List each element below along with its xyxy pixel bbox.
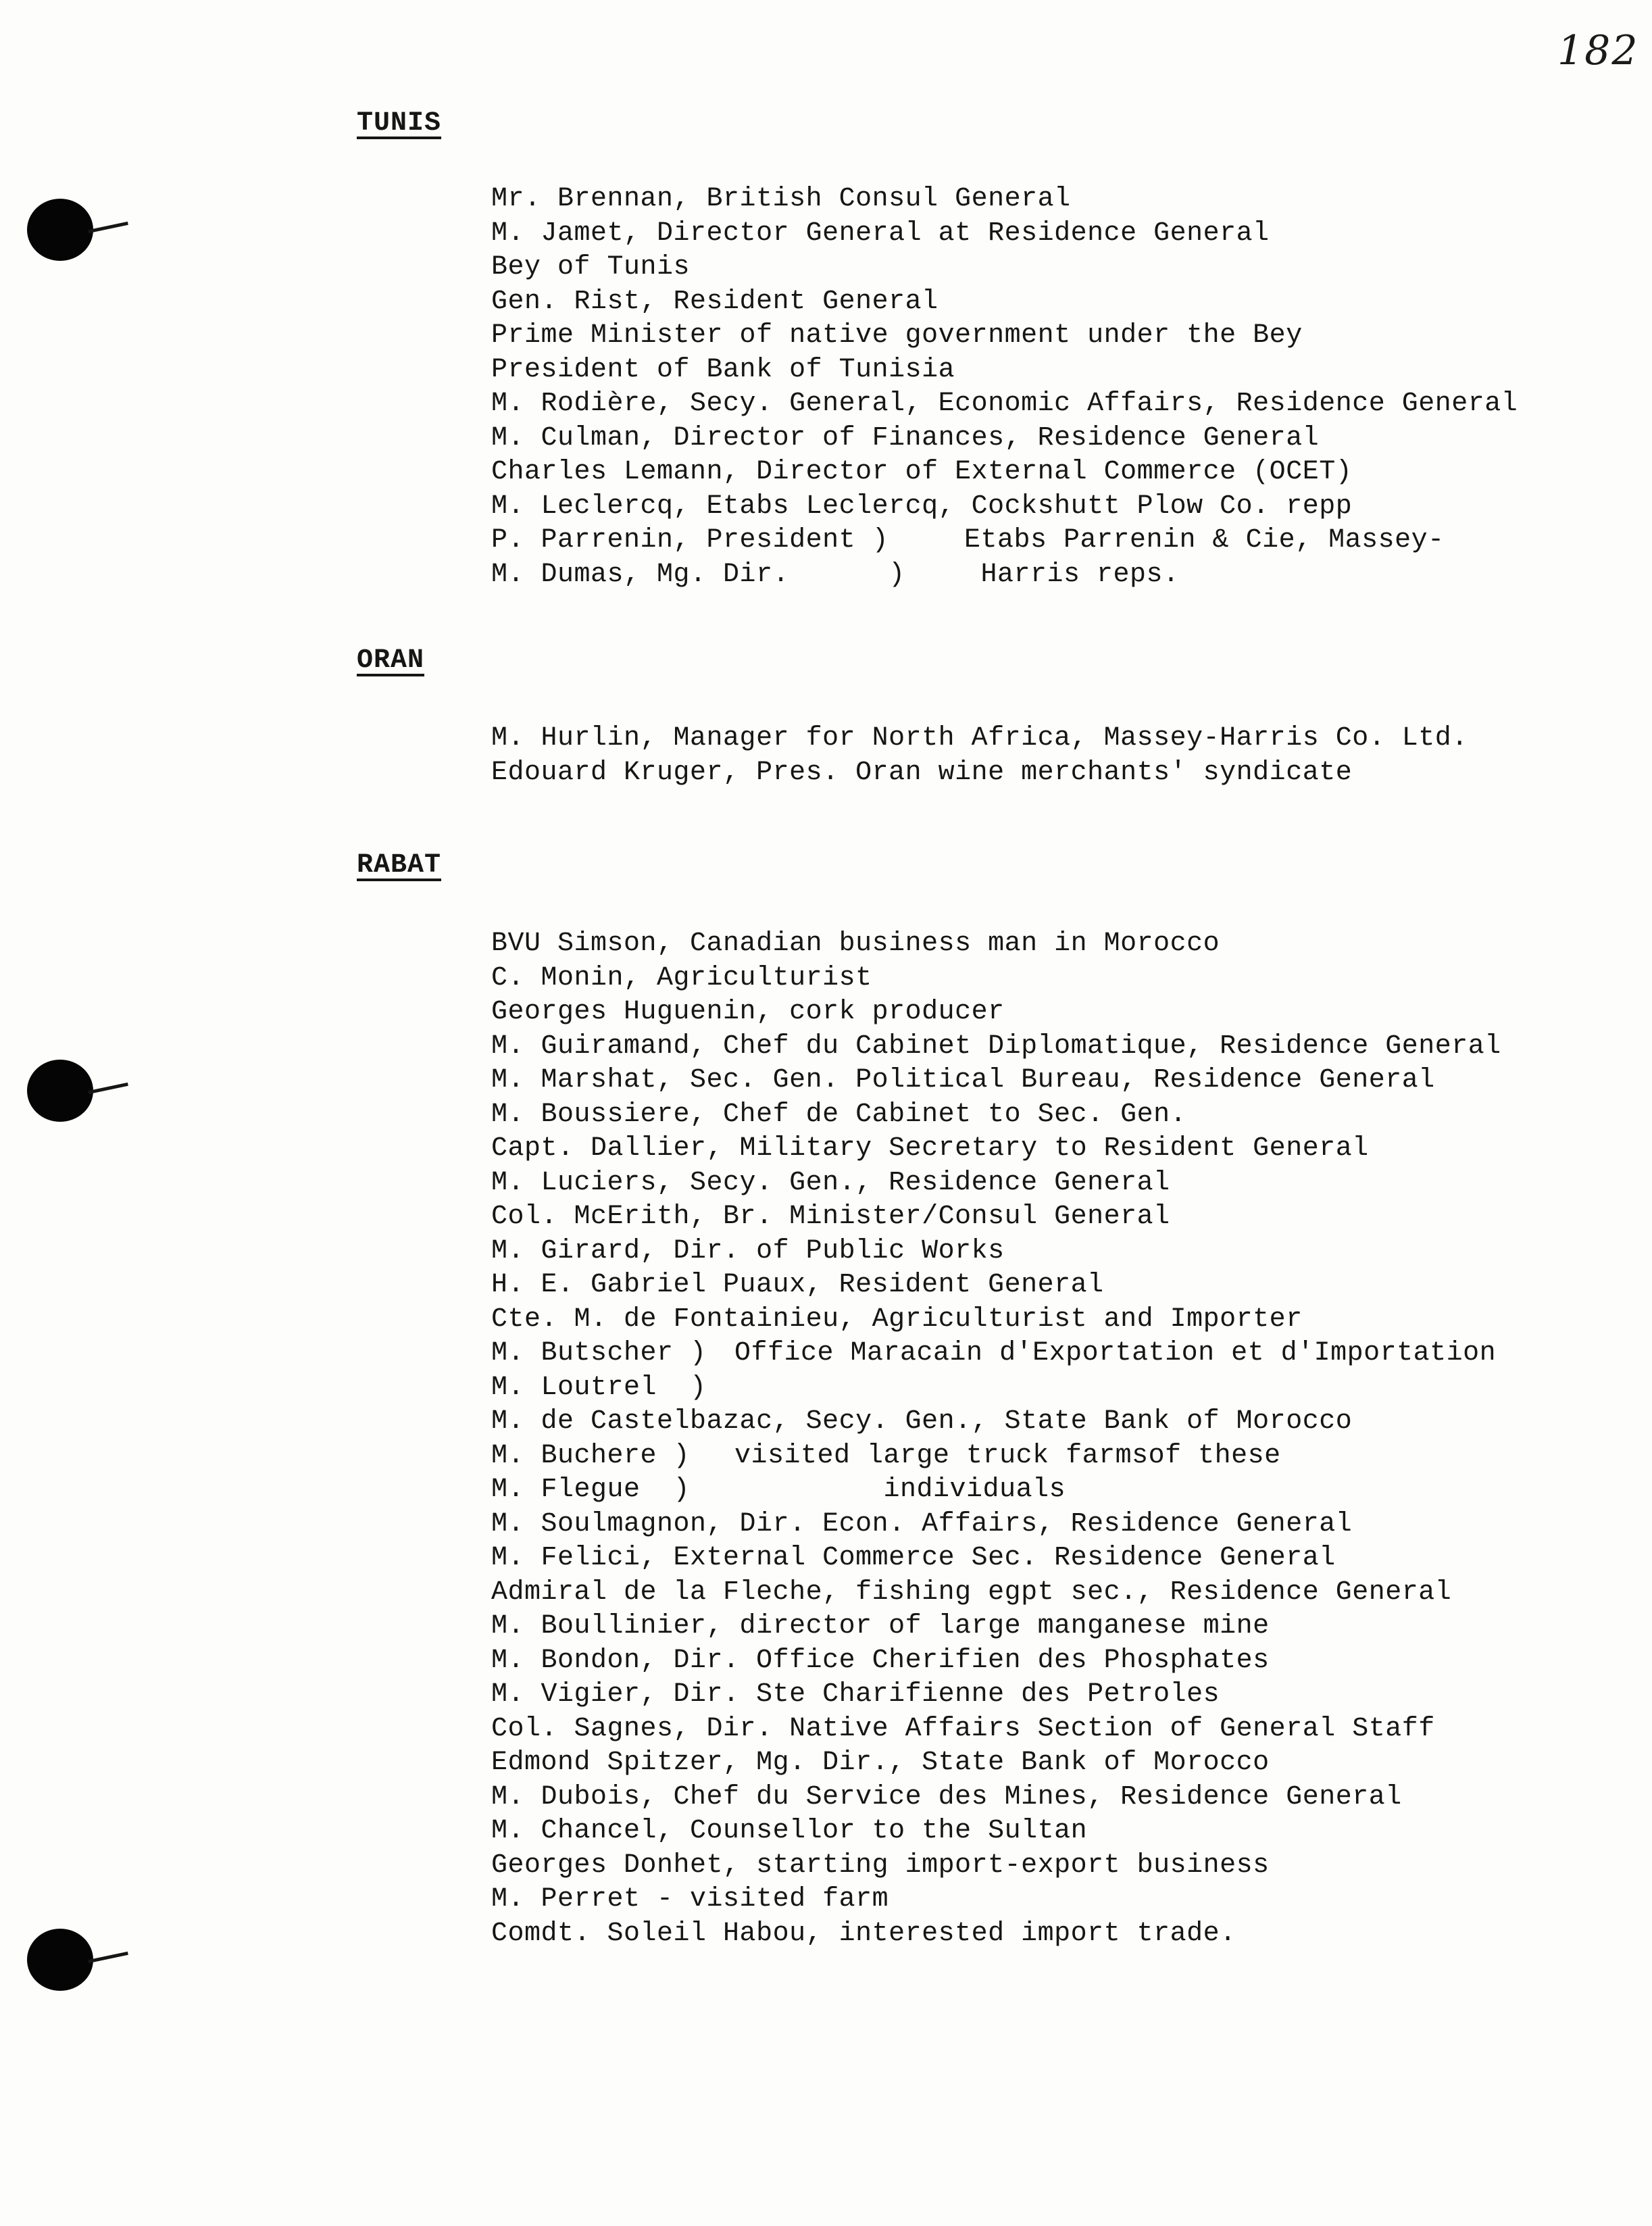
list-item: Charles Lemann, Director of External Commerce (OCET) xyxy=(491,457,1353,487)
group-right-text: visited large truck farmsof these xyxy=(734,1440,1281,1471)
list-item: M. Guiramand, Chef du Cabinet Diplomatique, Residence General xyxy=(491,1031,1501,1062)
list-item: H. E. Gabriel Puaux, Resident General xyxy=(491,1270,1104,1300)
group-left-text: M. Flegue ) xyxy=(491,1475,691,1505)
list-item: M. Culman, Director of Finances, Residence General xyxy=(491,422,1320,453)
list-item: Cte. M. de Fontainieu, Agriculturist and Importer xyxy=(491,1304,1303,1335)
punch-hole-middle xyxy=(27,1060,93,1122)
list-item: Prime Minister of native government under the Bey xyxy=(491,320,1303,351)
list-item: Col. McErith, Br. Minister/Consul General xyxy=(491,1202,1170,1232)
list-item: M. Boullinier, director of large manganese mine xyxy=(491,1611,1270,1641)
list-item: M. de Castelbazac, Secy. Gen., State Bank of Morocco xyxy=(491,1406,1353,1437)
list-item: Admiral de la Fleche, fishing egpt sec., Residence General xyxy=(491,1577,1452,1608)
list-item: M. Bondon, Dir. Office Cherifien des Phosphates xyxy=(491,1645,1270,1676)
list-item: M. Vigier, Dir. Ste Charifienne des Petroles xyxy=(491,1679,1220,1710)
list-item: M. Hurlin, Manager for North Africa, Massey-Harris Co. Ltd. xyxy=(491,723,1468,753)
list-item: M. Dubois, Chef du Service des Mines, Residence General xyxy=(491,1781,1402,1812)
group-right-text: individuals xyxy=(734,1475,1066,1505)
group-left-text: M. Loutrel ) xyxy=(491,1372,707,1403)
group-left-text: M. Buchere ) xyxy=(491,1440,691,1471)
list-item: Edmond Spitzer, Mg. Dir., State Bank of Morocco xyxy=(491,1748,1270,1778)
tunis-entry-list xyxy=(491,182,1518,592)
list-item: M. Soulmagnon, Dir. Econ. Affairs, Residence General xyxy=(491,1508,1353,1539)
grouped-entry xyxy=(491,1337,1501,1371)
list-item: Georges Huguenin, cork producer xyxy=(491,997,1005,1027)
list-item: M. Jamet, Director General at Residence General xyxy=(491,218,1270,249)
page-number: 182 xyxy=(1557,27,1639,74)
group-left-text: M. Dumas, Mg. Dir. ) xyxy=(491,559,905,590)
list-item: M. Leclercq, Etabs Leclercq, Cockshutt Plow Co. repp xyxy=(491,491,1353,522)
list-item: M. Boussiere, Chef de Cabinet to Sec. Gen. xyxy=(491,1099,1187,1130)
section-heading-rabat: RABAT xyxy=(357,850,442,881)
rabat-entry-list xyxy=(491,927,1501,1951)
list-item: Capt. Dallier, Military Secretary to Resident General xyxy=(491,1133,1369,1164)
punch-hole-top xyxy=(27,199,93,261)
list-item: M. Rodière, Secy. General, Economic Affairs, Residence General xyxy=(491,389,1518,419)
list-item: M. Chancel, Counsellor to the Sultan xyxy=(491,1816,1088,1846)
grouped-entry xyxy=(491,1371,1501,1406)
list-item: Mr. Brennan, British Consul General xyxy=(491,184,1071,214)
grouped-entry xyxy=(491,524,1518,558)
list-item: Georges Donhet, starting import-export business xyxy=(491,1850,1270,1881)
list-item: President of Bank of Tunisia xyxy=(491,354,955,385)
group-left-text: P. Parrenin, President ) xyxy=(491,525,889,555)
list-item: Comdt. Soleil Habou, interested import trade. xyxy=(491,1918,1236,1949)
group-left-text: M. Butscher ) xyxy=(491,1338,707,1368)
list-item: C. Monin, Agriculturist xyxy=(491,962,872,993)
list-item: Edouard Kruger, Pres. Oran wine merchants' syndicate xyxy=(491,757,1353,788)
group-right-text: Office Maracain d'Exportation et d'Importation xyxy=(734,1338,1497,1368)
list-item: M. Luciers, Secy. Gen., Residence General xyxy=(491,1167,1170,1198)
grouped-entry xyxy=(491,1473,1501,1508)
grouped-entry xyxy=(491,1439,1501,1474)
punch-hole-bottom xyxy=(27,1929,93,1991)
group-right-text: Harris reps. xyxy=(964,559,1180,590)
list-item: Col. Sagnes, Dir. Native Affairs Section of General Staff xyxy=(491,1713,1435,1744)
list-item: M. Perret - visited farm xyxy=(491,1884,889,1914)
list-item: M. Girard, Dir. of Public Works xyxy=(491,1235,1005,1266)
list-item: M. Felici, External Commerce Sec. Residence General xyxy=(491,1543,1336,1573)
grouped-entry xyxy=(491,558,1518,593)
group-right-text: Etabs Parrenin & Cie, Massey- xyxy=(964,525,1445,555)
list-item: Gen. Rist, Resident General xyxy=(491,286,938,317)
list-item: BVU Simson, Canadian business man in Morocco xyxy=(491,929,1220,959)
oran-entry-list xyxy=(491,722,1468,790)
list-item: M. Marshat, Sec. Gen. Political Bureau, Residence General xyxy=(491,1065,1435,1095)
section-heading-tunis: TUNIS xyxy=(357,108,442,139)
list-item: Bey of Tunis xyxy=(491,252,691,282)
section-heading-oran: ORAN xyxy=(357,645,425,676)
